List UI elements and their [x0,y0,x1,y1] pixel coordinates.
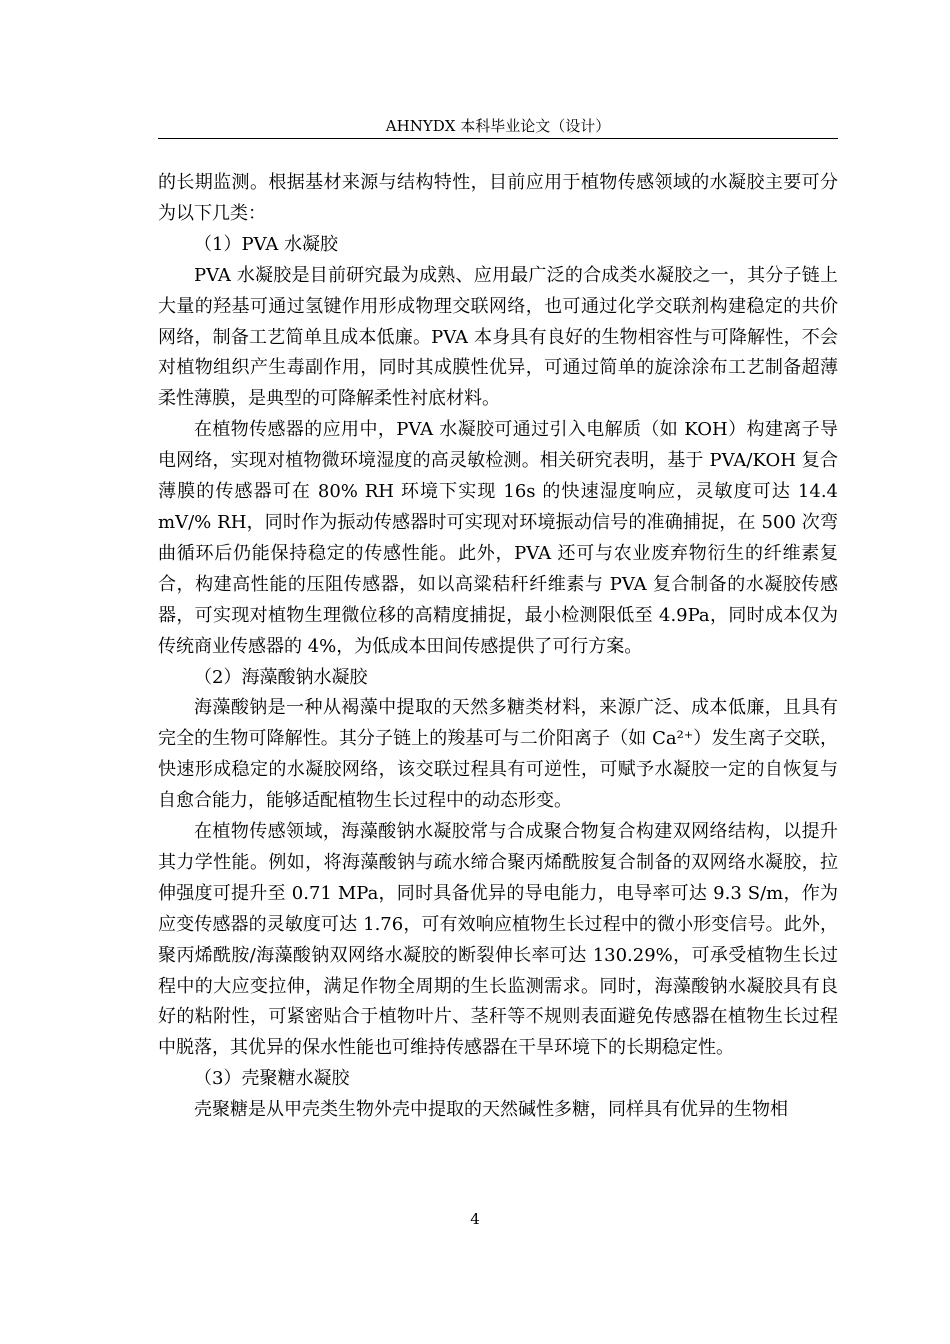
page-number: 4 [470,1210,480,1228]
section-heading: （1）PVA 水凝胶 [194,233,339,255]
paragraph: 壳聚糖是从甲壳类生物外壳中提取的天然碱性多糖，同样具有优异的生物相 [194,1099,788,1121]
paragraph: 的长期监测。根据基材来源与结构特性，目前应用于植物传感领域的水凝胶主要可分为以下几类： [158,172,838,224]
page-header: AHNYDX 本科毕业论文（设计） [385,117,611,135]
section-heading: （2）海藻酸钠水凝胶 [194,666,368,688]
paragraph: 在植物传感器的应用中，PVA 水凝胶可通过引入电解质（如 KOH）构建离子导电网络，实现对植物微环境湿度的高灵敏检测。相关研究表明，基于 PVA/KOH 复合薄膜的传感器可在 80% RH 环境下实现 16s 的快速湿度响应，灵敏度可达 14.4 mV/% RH，同时作为振动传感器时可实现对环境振动信号的准确捕捉，在 500 次弯曲循环后仍能保持稳定的传感性能。此外，PVA 还可与农业废弃物衍生的纤维素复合，构建高性能的压阻传感器，如以高粱秸秆纤维素与 PVA 复合制备的水凝胶传感器，可实现对植物生理微位移的高精度捕捉，最小检测限低至 4.9Pa，同时成本仅为传统商业传感器的 4%，为低成本田间传感提供了可行方案。 [158,419,838,657]
header-rule [158,138,838,139]
section-heading: （3）壳聚糖水凝胶 [194,1068,350,1090]
paragraph: 在植物传感领域，海藻酸钠水凝胶常与合成聚合物复合构建双网络结构，以提升其力学性能。例如，将海藻酸钠与疏水缔合聚丙烯酰胺复合制备的双网络水凝胶，拉伸强度可提升至 0.71 MPa，同时具备优异的导电能力，电导率可达 9.3 S/m，作为应变传感器的灵敏度可达 1.76，可有效响应植物生长过程中的微小形变信号。此外，聚丙烯酰胺/海藻酸钠双网络水凝胶的断裂伸长率可达 130.29%，可承受植物生长过程中的大应变拉伸，满足作物全周期的生长监测需求。同时，海藻酸钠水凝胶具有良好的粘附性，可紧密贴合于植物叶片、茎秆等不规则表面避免传感器在植物生长过程中脱落，其优异的保水性能也可维持传感器在干旱环境下的长期稳定性。 [158,821,838,1059]
body-text [158,168,838,1126]
paragraph: 海藻酸钠是一种从褐藻中提取的天然多糖类材料，来源广泛、成本低廉，且具有完全的生物可降解性。其分子链上的羧基可与二价阳离子（如 Ca²⁺）发生离子交联，快速形成稳定的水凝胶网络，该交联过程具有可逆性，可赋予水凝胶一定的自恢复与自愈合能力，能够适配植物生长过程中的动态形变。 [158,697,838,812]
paragraph: PVA 水凝胶是目前研究最为成熟、应用最广泛的合成类水凝胶之一，其分子链上大量的羟基可通过氢键作用形成物理交联网络，也可通过化学交联剂构建稳定的共价网络，制备工艺简单且成本低廉。PVA 本身具有良好的生物相容性与可降解性，不会对植物组织产生毒副作用，同时其成膜性优异，可通过简单的旋涂涂布工艺制备超薄柔性薄膜，是典型的可降解柔性衬底材料。 [158,264,838,410]
